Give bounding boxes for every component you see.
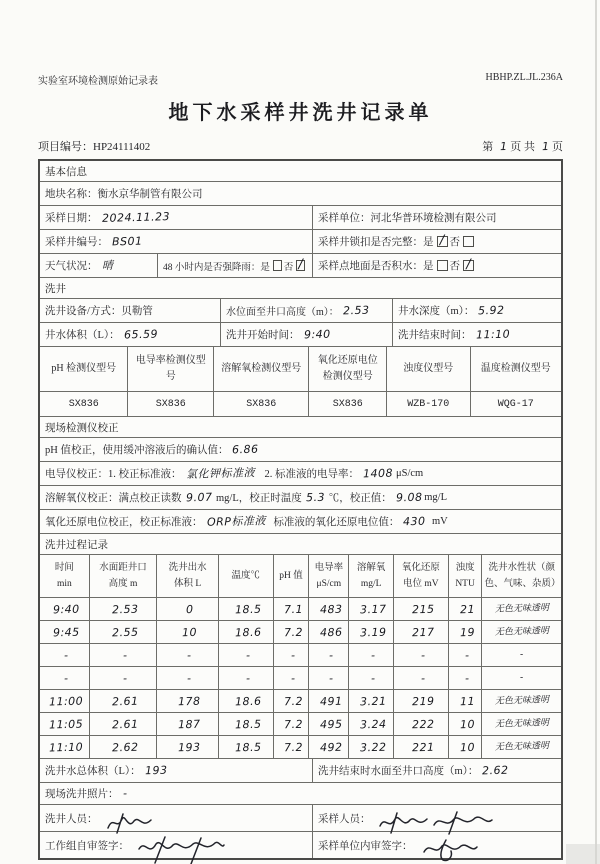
sampler-signature-row: 采样人员： bbox=[312, 805, 561, 831]
heavy-rain-question: 48 小时内是否强降雨： 是 否 ∕ bbox=[157, 254, 312, 277]
sampling-date: 采样日期： 2024.11.23 bbox=[45, 210, 170, 225]
sampling-org: 采样单位： 河北华普环境检测有限公司 bbox=[312, 206, 561, 229]
page-total-handwritten: 1 bbox=[541, 139, 550, 154]
well-number-value: BS01 bbox=[111, 234, 143, 249]
checkbox-lock-no bbox=[463, 236, 474, 247]
project-number-label: 项目编号： bbox=[38, 141, 93, 153]
sampling-date-value: 2024.11.23 bbox=[101, 210, 170, 225]
well-water-depth-value: 5.92 bbox=[478, 303, 506, 318]
total-wash-volume: 洗井水总体积（L）： 193 bbox=[45, 763, 168, 778]
end-water-level: 洗井结束时水面至井口高度（m）： 2.62 bbox=[312, 759, 561, 782]
scan-edge-artifact bbox=[595, 0, 597, 864]
washer-signature-row: 洗井人员： bbox=[40, 805, 312, 831]
table-row: 11:05 2.61 187 18.5 7.2 495 3.24 222 10 无色无味透明 bbox=[40, 712, 561, 735]
wash-end-time-value: 11:10 bbox=[475, 327, 510, 342]
table-row: 11:10 2.62 193 18.5 7.2 492 3.22 221 10 无色无味透明 bbox=[40, 735, 561, 758]
signature-self-review-scribble bbox=[135, 835, 227, 864]
checkbox-ponding-no: ∕ bbox=[463, 260, 474, 271]
internal-review-row: 采样单位内审签字： bbox=[312, 832, 561, 858]
site-photo-value: - bbox=[122, 786, 128, 801]
checkbox-ponding-yes bbox=[437, 260, 448, 271]
instrument-model: SX836 bbox=[213, 392, 308, 416]
instrument-model: WQG-17 bbox=[470, 392, 561, 416]
well-number: 采样井编号： BS01 bbox=[45, 234, 143, 249]
lock-intact-question: 采样井锁扣是否完整： 是 ∕ 否 bbox=[312, 230, 561, 253]
signature-internal-review-scribble bbox=[419, 837, 481, 863]
site-name-value: 衡水京华制管有限公司 bbox=[97, 189, 203, 200]
table-row: - - - - - - - - - - bbox=[40, 643, 561, 666]
doc-type-label: 实验室环境检测原始记录表 bbox=[38, 76, 158, 87]
table-row: 11:00 2.61 178 18.6 7.2 491 3.21 219 11 无色无味透明 bbox=[40, 689, 561, 712]
wash-device-value: 贝勒管 bbox=[121, 306, 153, 317]
ph-calibration-line: pH 值校正，使用缓冲溶液后的确认值： 6.86 bbox=[45, 442, 260, 457]
do-full-point-reading: 9.07 bbox=[185, 490, 213, 505]
sampling-org-value: 河北华普环境检测有限公司 bbox=[370, 213, 497, 224]
section-basic-info: 基本信息 bbox=[45, 166, 87, 178]
conductivity-standard-solution: 氯化钾标准液 bbox=[185, 466, 255, 481]
scan-corner-artifact bbox=[566, 844, 600, 864]
table-row: 9:45 2.55 10 18.6 7.2 486 3.19 217 19 无色无味透明 bbox=[40, 620, 561, 643]
page-title: 地下水采样井洗井记录单 bbox=[168, 102, 433, 124]
do-calibration-line: 溶解氧仪校正：满点校正读数 9.07 mg/L，校正时温度 5.3 ℃，校正值： 9.08 mg/L bbox=[45, 490, 447, 505]
ph-confirm-value: 6.86 bbox=[232, 442, 260, 457]
do-calibration-temperature: 5.3 bbox=[305, 490, 325, 505]
section-calibration: 现场检测仪校正 bbox=[45, 422, 119, 434]
form-header bbox=[38, 72, 563, 87]
project-number-value: HP24111402 bbox=[93, 141, 151, 153]
orp-standard-solution: ORP标准液 bbox=[206, 514, 266, 529]
process-table-header: 时间 min 水面距井口 高度 m 洗井出水 体积 L 温度℃ pH 值 电导率 μS/cm 溶解氧 mg/L 氧化还原 电位 mV 浊度 NTU 洗井水性状（颜 色、气味、杂质） bbox=[40, 554, 561, 597]
instrument-model: SX836 bbox=[127, 392, 213, 416]
conductivity-calibration-line: 电导仪校正：1. 校正标准液： 氯化钾标准液 2. 标准液的电导率： 1408 μS/cm bbox=[45, 466, 424, 481]
page-indicator: 第 1 页 共 1 页 bbox=[482, 139, 563, 154]
total-wash-volume-value: 193 bbox=[144, 763, 168, 778]
signature-sampler-scribble bbox=[377, 810, 495, 836]
well-water-depth: 井水深度（m）： 5.92 bbox=[392, 299, 561, 322]
instrument-model: SX836 bbox=[308, 392, 386, 416]
well-water-volume-value: 65.59 bbox=[123, 327, 158, 342]
table-row: - - - - - - - - - - bbox=[40, 666, 561, 689]
signature-washer-scribble bbox=[104, 811, 156, 835]
water-level-value: 2.53 bbox=[342, 303, 370, 318]
well-water-volume: 井水体积（L）： 65.59 bbox=[45, 327, 158, 342]
conductivity-standard-value: 1408 bbox=[362, 466, 394, 481]
site-name-row: 地块名称： 衡水京华制管有限公司 bbox=[40, 182, 561, 205]
form-code: HBHP.ZL.JL.236A bbox=[485, 72, 563, 83]
meta-row bbox=[38, 138, 563, 154]
site-photo-row: 现场洗井照片： - bbox=[45, 786, 128, 801]
section-process-record: 洗井过程记录 bbox=[45, 539, 108, 551]
weather-value: 晴 bbox=[101, 258, 114, 273]
workgroup-self-review-row: 工作组自审签字： bbox=[40, 832, 312, 858]
checkbox-lock-yes: ∕ bbox=[437, 236, 448, 247]
weather: 天气状况： 晴 bbox=[45, 258, 114, 273]
ponding-question: 采样点地面是否积水： 是 否 ∕ bbox=[312, 254, 561, 277]
instrument-header-row: pH 检测仪型号 电导率检测仪型号 溶解氧检测仪型号 氧化还原电位检测仪型号 浊度仪型号 温度检测仪型号 bbox=[40, 346, 561, 391]
table-row: 9:40 2.53 0 18.5 7.1 483 3.17 215 21 无色无味透明 bbox=[40, 597, 561, 620]
do-calibrated-value: 9.08 bbox=[395, 490, 423, 505]
end-water-level-value: 2.62 bbox=[482, 763, 510, 778]
wash-start-time: 洗井开始时间： 9:40 bbox=[220, 323, 392, 346]
wash-device: 洗井设备/方式： 贝勒管 bbox=[40, 299, 220, 322]
wash-start-time-value: 9:40 bbox=[303, 327, 331, 342]
water-level-to-wellhead: 水位面至井口高度（m）： 2.53 bbox=[220, 299, 392, 322]
orp-standard-value: 430 bbox=[403, 514, 427, 529]
checkbox-rain-no: ∕ bbox=[296, 260, 305, 271]
checkbox-rain-yes bbox=[273, 260, 282, 271]
instrument-model: WZB-170 bbox=[386, 392, 470, 416]
project-number bbox=[38, 138, 150, 154]
instrument-model: SX836 bbox=[68, 398, 99, 410]
record-form-table bbox=[38, 159, 563, 860]
page-number-handwritten: 1 bbox=[499, 139, 508, 154]
section-well-washing: 洗井 bbox=[45, 283, 66, 295]
instrument-model-row bbox=[40, 391, 561, 416]
wash-end-time: 洗井结束时间： 11:10 bbox=[392, 323, 561, 346]
orp-calibration-line: 氧化还原电位校正，校正标准液： ORP标准液 标准液的氧化还原电位值： 430 mV bbox=[45, 514, 448, 529]
